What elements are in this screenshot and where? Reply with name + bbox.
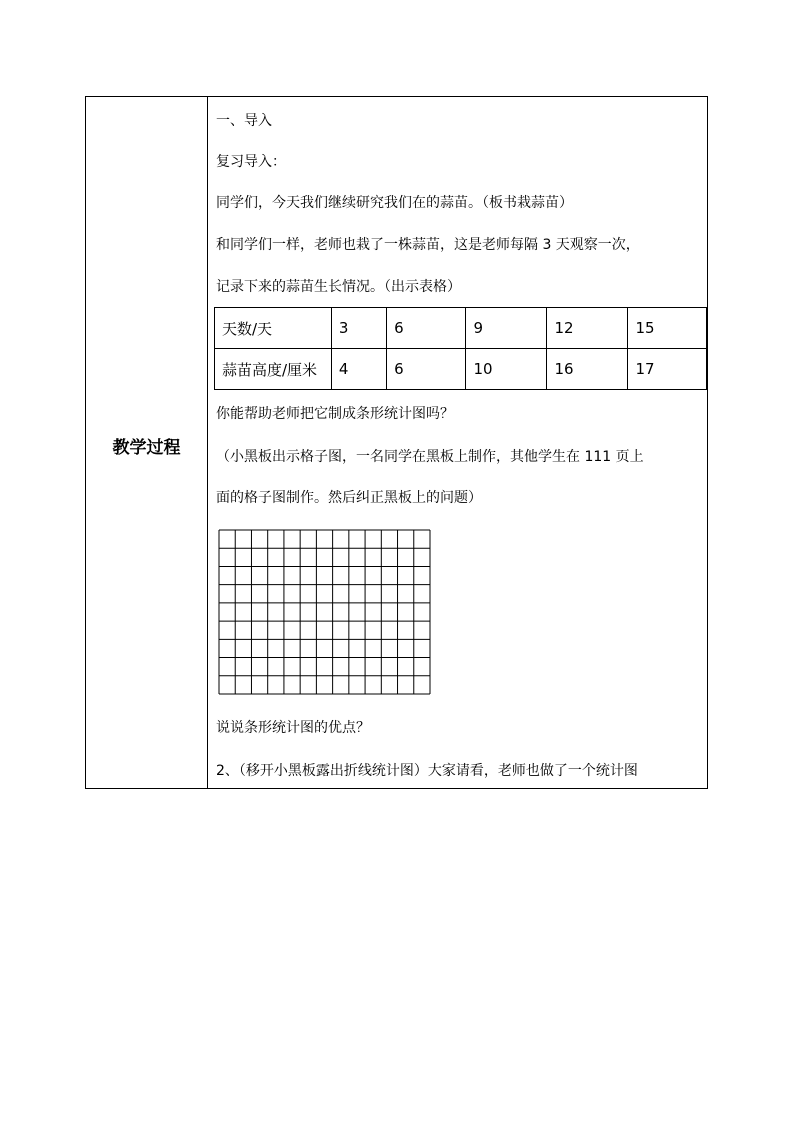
table-cell: 天数/天 [215,308,332,349]
table-cell: 6 [387,308,466,349]
grid-lines [218,529,431,695]
table-cell: 4 [331,349,386,390]
column-divider [207,97,208,788]
review-intro: 复习导入： [216,154,286,170]
paragraph-line: 2、（移开小黑板露出折线统计图）大家请看，老师也做了一个统计图 [216,763,638,779]
paragraph-line: 说说条形统计图的优点？ [216,720,370,736]
paragraph-line: 和同学们一样，老师也栽了一株蒜苗，这是老师每隔 3 天观察一次， [216,237,640,253]
section-label: 教学过程 [112,438,181,458]
table-cell: 16 [547,349,628,390]
paragraph-line: 同学们，今天我们继续研究我们在的蒜苗。（板书栽蒜苗） [216,195,573,211]
table-row [215,349,707,390]
growth-data-table [214,307,707,390]
table-cell: 12 [547,308,628,349]
table-cell: 10 [466,349,547,390]
paragraph-line: 记录下来的蒜苗生长情况。（出示表格） [216,279,461,295]
paragraph-line: 面的格子图制作。然后纠正黑板上的问题） [216,490,482,506]
table-cell: 17 [628,349,707,390]
table-cell: 蒜苗高度/厘米 [215,349,332,390]
paragraph-line: 你能帮助老师把它制成条形统计图吗？ [216,406,454,422]
table-cell: 15 [628,308,707,349]
table-cell: 3 [331,308,386,349]
table-cell: 6 [387,349,466,390]
grid-chart-template [218,529,431,699]
table-cell: 9 [466,308,547,349]
lesson-table [85,96,708,789]
heading-intro: 一、导入 [216,113,272,129]
table-row [215,308,707,349]
paragraph-line: （小黑板出示格子图，一名同学在黑板上制作，其他学生在 111 页上 [216,449,644,465]
